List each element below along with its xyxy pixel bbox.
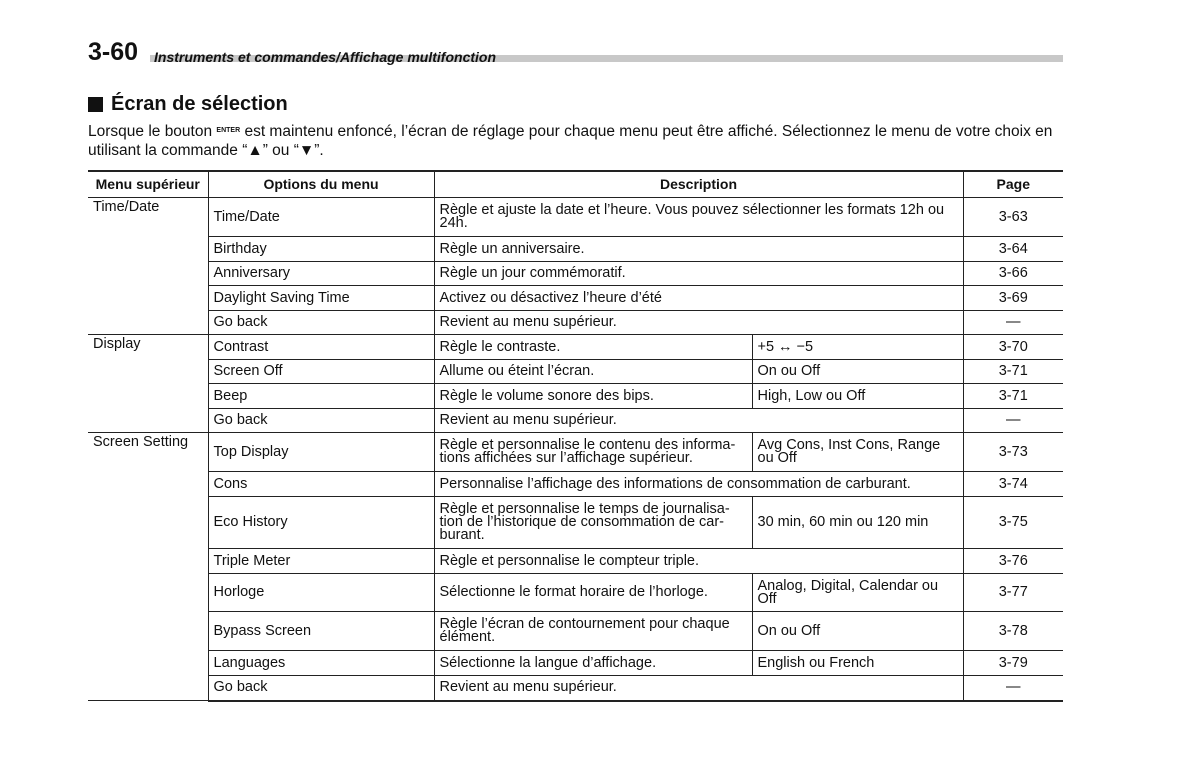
description-cell: Règle et ajuste la date et l’heure. Vous pouvez sélectionner les formats 12h ou 24h. [434, 198, 963, 237]
description-cell: Règle et personnalise le temps de journalisa-tion de l’historique de consommation de car-burant. [434, 497, 752, 549]
description-cell: Sélectionne la langue d’affichage. [434, 651, 752, 676]
page-cell: 3-64 [963, 237, 1063, 262]
header-description: Description [434, 171, 963, 198]
square-bullet-icon [88, 97, 103, 112]
description-cell: Règle le volume sonore des bips. [434, 384, 752, 409]
option-cell: Beep [208, 384, 434, 409]
page-cell: — [963, 409, 1063, 433]
option-cell: Horloge [208, 574, 434, 612]
page-cell: — [963, 676, 1063, 701]
table-row [88, 433, 1063, 472]
page-cell: 3-70 [963, 335, 1063, 360]
description-cell: Revient au menu supérieur. [434, 409, 963, 433]
table-row [88, 360, 1063, 384]
table-row [88, 651, 1063, 676]
option-cell: Eco History [208, 497, 434, 549]
description-cell: Revient au menu supérieur. [434, 311, 963, 335]
up-arrow-icon: ▲ [247, 142, 263, 159]
option-cell: Cons [208, 472, 434, 497]
description-cell: Sélectionne le format horaire de l’horloge. [434, 574, 752, 612]
page-cell: 3-77 [963, 574, 1063, 612]
table-row [88, 676, 1063, 701]
section-heading [88, 93, 288, 116]
description-cell: Règle et personnalise le contenu des informa-tions affichées sur l’affichage supérieur. [434, 433, 752, 472]
page-cell: 3-74 [963, 472, 1063, 497]
description-cell: Allume ou éteint l’écran. [434, 360, 752, 384]
value-cell: High, Low ou Off [752, 384, 963, 409]
description-cell: Règle le contraste. [434, 335, 752, 360]
intro-text: est maintenu enfoncé, l’écran de réglage pour chaque menu peut être affiché. Sélectionnez le menu de votre choix en utilisant la commande “ [88, 123, 1053, 159]
menu-cell: Screen Setting [88, 433, 208, 701]
chapter-title: Instruments et commandes/Affichage multifonction [154, 49, 497, 65]
intro-text: ” ou “ [262, 142, 299, 159]
table-row [88, 311, 1063, 335]
table-row [88, 549, 1063, 574]
description-cell: Revient au menu supérieur. [434, 676, 963, 701]
description-cell: Personnalise l’affichage des informations de consommation de carburant. [434, 472, 963, 497]
value-cell: Avg Cons, Inst Cons, Range ou Off [752, 433, 963, 472]
description-cell: Activez ou désactivez l’heure d’été [434, 286, 963, 311]
page-cell: 3-78 [963, 612, 1063, 651]
option-cell: Contrast [208, 335, 434, 360]
option-cell: Birthday [208, 237, 434, 262]
description-cell: Règle l’écran de contournement pour chaque élément. [434, 612, 752, 651]
page-cell: 3-76 [963, 549, 1063, 574]
option-cell: Triple Meter [208, 549, 434, 574]
menu-cell: Time/Date [88, 198, 208, 335]
table-row [88, 409, 1063, 433]
table-row [88, 472, 1063, 497]
table-row [88, 612, 1063, 651]
option-cell: Bypass Screen [208, 612, 434, 651]
table-row [88, 335, 1063, 360]
option-cell: Screen Off [208, 360, 434, 384]
option-cell: Go back [208, 676, 434, 701]
enter-button-icon: ENTER [216, 127, 241, 134]
value-cell: Analog, Digital, Calendar ou Off [752, 574, 963, 612]
menu-table [88, 170, 1063, 702]
page-cell: 3-71 [963, 360, 1063, 384]
down-arrow-icon: ▼ [298, 142, 315, 159]
table-row [88, 286, 1063, 311]
table-row [88, 384, 1063, 409]
table-row [88, 262, 1063, 286]
page-cell: 3-63 [963, 198, 1063, 237]
table-row [88, 237, 1063, 262]
description-cell: Règle et personnalise le compteur triple. [434, 549, 963, 574]
page-cell: 3-79 [963, 651, 1063, 676]
value-cell: On ou Off [752, 360, 963, 384]
intro-text: Lorsque le bouton [88, 123, 217, 140]
page-cell: — [963, 311, 1063, 335]
value-cell: English ou French [752, 651, 963, 676]
description-cell: Règle un anniversaire. [434, 237, 963, 262]
table-row [88, 497, 1063, 549]
page-cell: 3-73 [963, 433, 1063, 472]
page-cell: 3-66 [963, 262, 1063, 286]
option-cell: Anniversary [208, 262, 434, 286]
option-cell: Go back [208, 409, 434, 433]
table-row [88, 198, 1063, 237]
menu-cell: Display [88, 335, 208, 433]
header-page: Page [963, 171, 1063, 198]
page-cell: 3-75 [963, 497, 1063, 549]
option-cell: Time/Date [208, 198, 434, 237]
table-row [88, 574, 1063, 612]
option-cell: Languages [208, 651, 434, 676]
value-cell: On ou Off [752, 612, 963, 651]
page-cell: 3-69 [963, 286, 1063, 311]
section-title: Écran de sélection [111, 93, 288, 115]
description-cell: Règle un jour commémoratif. [434, 262, 963, 286]
value-cell: 30 min, 60 min ou 120 min [752, 497, 963, 549]
page-cell: 3-71 [963, 384, 1063, 409]
intro-paragraph [88, 121, 1063, 160]
page-number: 3-60 [88, 38, 139, 66]
option-cell: Top Display [208, 433, 434, 472]
value-cell: +5 ↔ −5 [752, 335, 963, 360]
intro-text: ”. [314, 142, 324, 159]
header-options: Options du menu [208, 171, 434, 198]
header-menu: Menu supérieur [88, 171, 208, 198]
option-cell: Daylight Saving Time [208, 286, 434, 311]
option-cell: Go back [208, 311, 434, 335]
